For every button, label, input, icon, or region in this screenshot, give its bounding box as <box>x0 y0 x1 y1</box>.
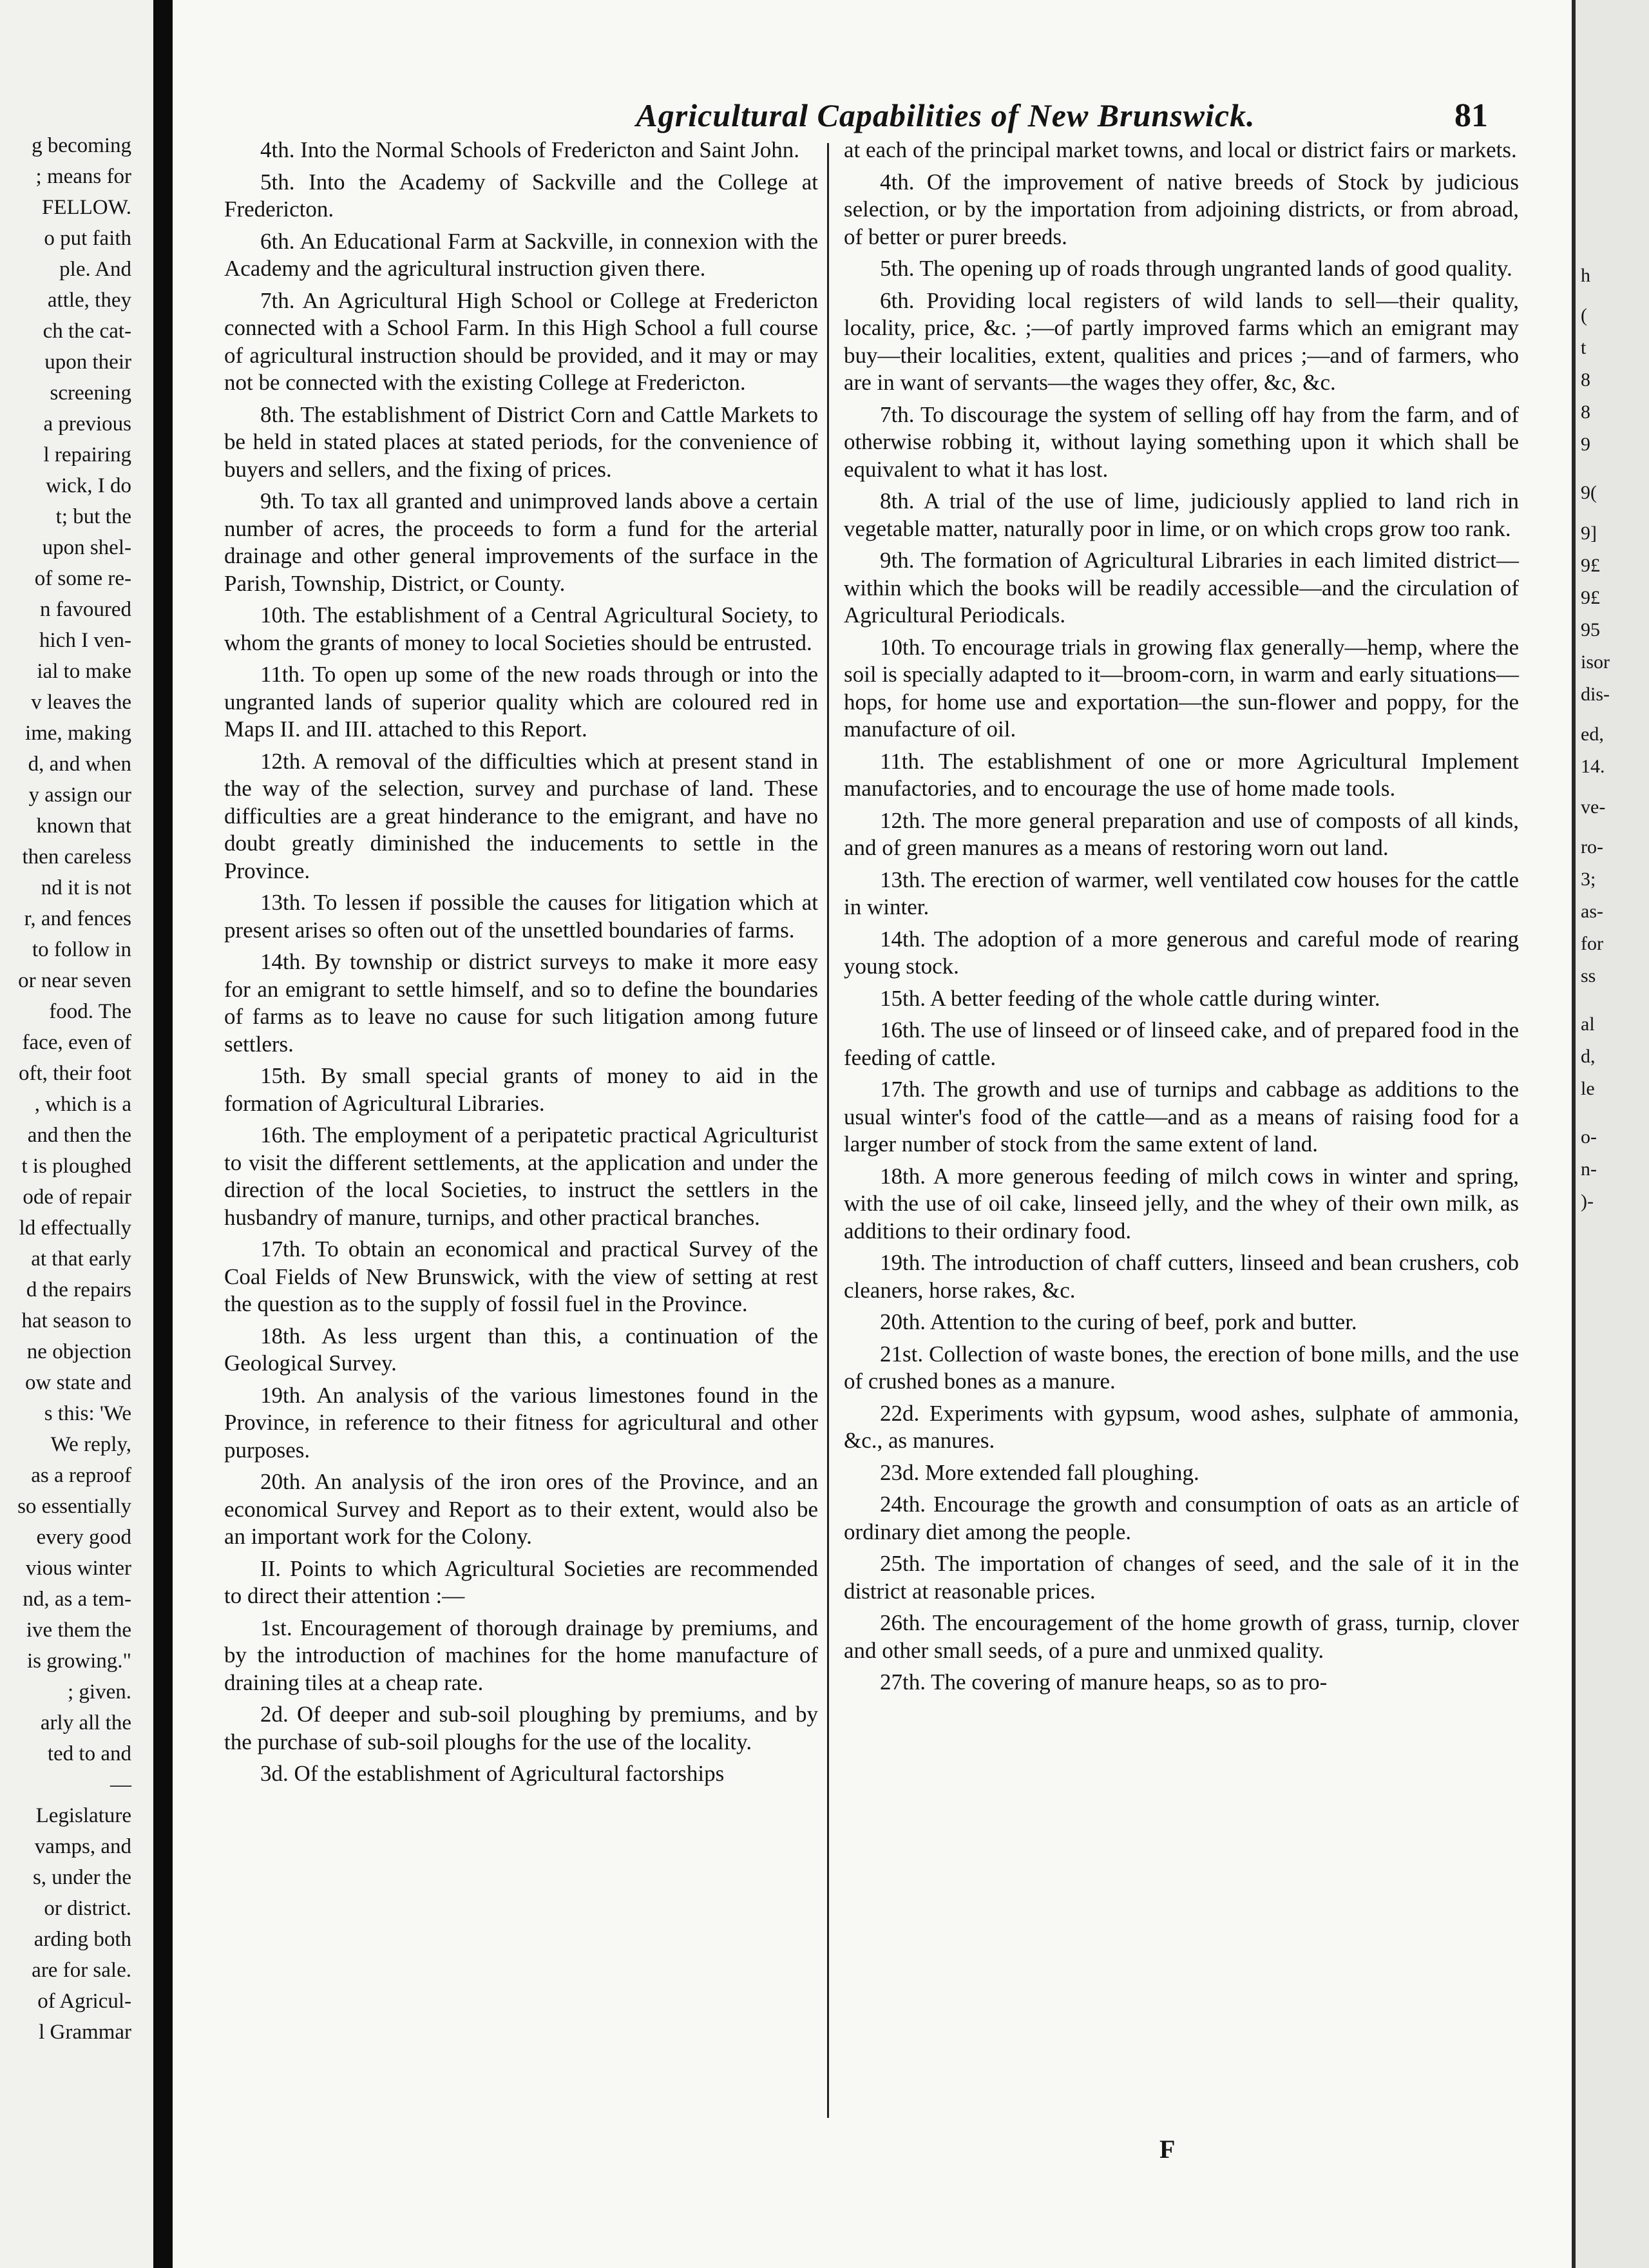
facing-page-line: every good <box>36 1526 131 1549</box>
facing-page-line: arly all the <box>40 1711 131 1735</box>
next-page-line: n- <box>1581 1158 1597 1180</box>
right-column-paragraph: 9th. The formation of Agricultural Libraries in each limited district—within which the books will be readily accessible—and the circulation of Agricultural Periodicals. <box>844 548 1519 628</box>
next-page-line: 9£ <box>1581 554 1600 576</box>
right-column-paragraph: 15th. A better feeding of the whole cattle during winter. <box>880 985 1380 1011</box>
right-column-paragraph: 21st. Collection of waste bones, the erection of bone mills, and the use of crushed bones as a manure. <box>844 1341 1519 1394</box>
left-column-paragraph: 10th. The establishment of a Central Agricultural Society, to whom the grants of money to local Societies should be entrusted. <box>224 602 818 655</box>
facing-page-line: food. The <box>49 1000 131 1023</box>
page-number: 81 <box>1454 97 1488 134</box>
right-column-paragraph: 8th. A trial of the use of lime, judiciously applied to land rich in vegetable matter, naturally poor in lime, or on which crops grow too rank. <box>844 488 1519 541</box>
facing-page-line: s, under the <box>32 1866 131 1889</box>
next-page-line: h <box>1581 264 1590 286</box>
right-column-paragraph: 12th. The more general preparation and use of composts of all kinds, and of green manures as a means of restoring worn out land. <box>844 807 1519 860</box>
facing-page-line: n favoured <box>39 598 131 621</box>
next-page-line: 95 <box>1581 619 1600 640</box>
right-column-paragraph: 16th. The use of linseed or of linseed cake, and of prepared food in the feeding of cattle. <box>844 1017 1519 1070</box>
facing-page-line: ch the cat- <box>43 320 131 343</box>
facing-page-line: or district. <box>44 1897 131 1920</box>
left-column-paragraph: 4th. Into the Normal Schools of Fredericton and Saint John. <box>260 137 799 162</box>
facing-page-line: wick, I do <box>46 474 131 497</box>
right-column-paragraph: 18th. A more generous feeding of milch cows in winter and spring, with the use of oil cake, linseed jelly, and the whey of their own milk, as additions to their ordinary food. <box>844 1163 1519 1244</box>
facing-page-line: hich I ven- <box>39 629 131 652</box>
left-column-paragraph: II. Points to which Agricultural Societies are recommended to direct their attention :— <box>224 1555 818 1608</box>
left-column-paragraph: 19th. An analysis of the various limestones found in the Province, in reference to their fitness for agricultural and other purposes. <box>224 1382 818 1463</box>
facing-page-line: o put faith <box>44 227 131 250</box>
left-column-paragraph: 2d. Of deeper and sub-soil ploughing by premiums, and by the purchase of sub-soil ploughs for the use of the locality. <box>224 1702 818 1754</box>
facing-page-line: FELLOW. <box>41 196 131 219</box>
facing-page-line: ne objection <box>26 1340 131 1363</box>
running-title: Agricultural Capabilities of New Brunswick. <box>636 97 1255 133</box>
facing-page-line: Legislature <box>35 1804 131 1827</box>
next-page-line: )- <box>1581 1191 1594 1212</box>
facing-page-line: upon shel- <box>42 536 131 559</box>
facing-page-line: t; but the <box>55 505 131 528</box>
facing-page-line: r, and fences <box>24 907 131 930</box>
facing-page-line: hat season to <box>21 1309 131 1332</box>
facing-page-line: at that early <box>31 1247 131 1271</box>
left-column-paragraph: 12th. A removal of the difficulties which at present stand in the way of the selection, survey and purchase of land. These difficulties are a great hinderance to the emigrant, and have no doubt greatly diminished the inducements to settle in the Province. <box>224 748 818 883</box>
right-column-paragraph: 17th. The growth and use of turnips and cabbage as additions to the usual winter's food of the cattle—and as a means of raising food for a larger number of stock from the same extent of land. <box>844 1077 1519 1157</box>
facing-page-line: ; means for <box>35 165 131 188</box>
facing-page-line: as a reproof <box>31 1464 131 1487</box>
facing-page-line: oft, their foot <box>18 1062 131 1085</box>
next-page-line: o- <box>1581 1126 1597 1148</box>
facing-page-line: of Agricul- <box>37 1990 131 2013</box>
left-column-paragraph: 16th. The employment of a peripatetic practical Agriculturist to visit the different settlements, at the application and under the direction of the local Societies, to instruct the settlers in the husbandry of manure, turnips, and other practical branches. <box>224 1122 818 1230</box>
facing-page-line: ple. And <box>59 258 131 281</box>
next-page-line: 9( <box>1581 482 1597 503</box>
facing-page-line: vamps, and <box>34 1835 131 1858</box>
next-page-line: 8 <box>1581 401 1590 423</box>
facing-page-line: l repairing <box>43 443 131 466</box>
facing-page-line: is growing." <box>27 1649 131 1673</box>
facing-page-line: ld effectually <box>19 1216 131 1240</box>
next-page-line: isor <box>1581 651 1610 673</box>
facing-page-line: vious winter <box>25 1557 131 1580</box>
right-column-paragraph: 22d. Experiments with gypsum, wood ashes, sulphate of ammonia, &c., as manures. <box>844 1400 1519 1453</box>
next-page-line: 3; <box>1581 869 1596 890</box>
left-column-paragraph: 5th. Into the Academy of Sackville and the College at Fredericton. <box>224 169 818 222</box>
facing-page-line: y assign our <box>28 783 131 807</box>
page-edge <box>1572 0 1576 2268</box>
next-page-line: le <box>1581 1078 1595 1099</box>
signature-mark: F <box>1159 2135 1176 2164</box>
facing-page-line: or near seven <box>18 969 131 992</box>
right-column-paragraph: 19th. The introduction of chaff cutters, linseed and bean crushers, cob cleaners, horse rakes, &c. <box>844 1250 1519 1303</box>
facing-page-line: so essentially <box>17 1495 131 1518</box>
left-column-paragraph: 18th. As less urgent than this, a continuation of the Geological Survey. <box>224 1323 818 1376</box>
next-page-line: ss <box>1581 965 1596 986</box>
left-column-paragraph: 17th. To obtain an economical and practical Survey of the Coal Fields of New Brunswick, with the view of setting at rest the question as to the supply of fossil fuel in the Province. <box>224 1236 818 1316</box>
facing-page-line: to follow in <box>32 938 131 961</box>
right-column-paragraph: 14th. The adoption of a more generous and careful mode of rearing young stock. <box>844 926 1519 979</box>
right-column-paragraph: 20th. Attention to the curing of beef, pork and butter. <box>880 1309 1357 1334</box>
next-page-line: 9£ <box>1581 586 1600 608</box>
right-column-paragraph: 24th. Encourage the growth and consumption of oats as an article of ordinary diet among the people. <box>844 1492 1519 1544</box>
facing-page-line: l Grammar <box>39 2021 131 2044</box>
facing-page-line: s this: 'We <box>44 1402 131 1425</box>
next-page-fragment <box>1572 0 1649 2268</box>
next-page-line: 8 <box>1581 369 1590 390</box>
right-column-paragraph: 23d. More extended fall ploughing. <box>880 1459 1199 1485</box>
facing-page-line: ow state and <box>25 1371 131 1394</box>
next-page-line: as- <box>1581 901 1603 922</box>
right-column-paragraph: 6th. Providing local registers of wild lands to sell—their quality, locality, price, &c. ;—of partly improved farms which an emigrant may buy—their localities, extent, qualities and prices ;—and of farmers, who are in want of servants—the wages they offer, &c, &c. <box>844 287 1519 395</box>
left-column-paragraph: 6th. An Educational Farm at Sackville, in connexion with the Academy and the agricultural instruction given there. <box>224 228 818 281</box>
facing-page-line: known that <box>36 814 131 838</box>
facing-page-line: d, and when <box>28 753 131 776</box>
next-page-line: ro- <box>1581 836 1603 858</box>
facing-page-line: ; given. <box>68 1680 131 1704</box>
facing-page-line: d the repairs <box>26 1278 131 1302</box>
facing-page-line: — <box>110 1773 131 1796</box>
next-page-line: d, <box>1581 1046 1596 1067</box>
next-page-line: 14. <box>1581 756 1605 777</box>
left-column-paragraph: 14th. By township or district surveys to make it more easy for an emigrant to settle himself, and so to define the boundaries of farms as to leave no cause for such litigation among future settlers. <box>224 949 818 1057</box>
facing-page-line: ted to and <box>47 1742 131 1765</box>
facing-page-line: nd, as a tem- <box>23 1588 131 1611</box>
left-column-paragraph: 9th. To tax all granted and unimproved lands above a certain number of acres, the proceeds to form a fund for the arterial drainage and other general improvements of the surface in the Parish, Township, District, or County. <box>224 488 818 596</box>
facing-page-line: g becoming <box>32 134 131 157</box>
right-column-paragraph: 13th. The erection of warmer, well ventilated cow houses for the cattle in winter. <box>844 867 1519 919</box>
right-column <box>844 137 1519 1701</box>
next-page-line: t <box>1581 337 1587 358</box>
book-page <box>173 0 1572 2268</box>
left-column-paragraph: 1st. Encouragement of thorough drainage by premiums, and by the introduction of machines for the home manufacture of draining tiles at a cheap rate. <box>224 1615 818 1695</box>
left-column-paragraph: 13th. To lessen if possible the causes for litigation which at present arises so often out of the unsettled boundaries of farms. <box>224 890 818 943</box>
left-column-paragraph: 15th. By small special grants of money to aid in the formation of Agricultural Libraries. <box>224 1063 818 1116</box>
left-column-paragraph: 3d. Of the establishment of Agricultural factorships <box>260 1761 725 1786</box>
left-column-paragraph: 7th. An Agricultural High School or College at Fredericton connected with a School Farm. In this High School a full course of agricultural instruction should be provided, and it may or may not be connected with the existing College at Fredericton. <box>224 287 818 395</box>
next-page-line: 9 <box>1581 434 1590 455</box>
facing-page-line: face, even of <box>22 1031 131 1054</box>
facing-page-line: We reply, <box>50 1433 131 1456</box>
next-page-line: for <box>1581 933 1603 954</box>
right-column-paragraph: 11th. The establishment of one or more Agricultural Implement manufactories, and to encourage the use of home made tools. <box>844 748 1519 801</box>
right-column-paragraph: 25th. The importation of changes of seed, and the sale of it in the district at reasonable prices. <box>844 1551 1519 1604</box>
facing-page-line: a previous <box>43 412 131 436</box>
left-column-paragraph: 8th. The establishment of District Corn and Cattle Markets to be held in stated places at stated periods, for the convenience of buyers and sellers, and the fixing of prices. <box>224 401 818 482</box>
right-column-paragraph: 4th. Of the improvement of native breeds of Stock by judicious selection, or by the importation from adjoining districts, or from abroad, of better or purer breeds. <box>844 169 1519 249</box>
right-column-paragraph: 26th. The encouragement of the home growth of grass, turnip, clover and other small seeds, of a pure and unmixed quality. <box>844 1610 1519 1663</box>
facing-page-line: ime, making <box>25 722 131 745</box>
facing-page-line: then careless <box>22 845 131 869</box>
next-page-line: ed, <box>1581 724 1604 745</box>
facing-page-line: ial to make <box>37 660 131 683</box>
next-page-line: ve- <box>1581 796 1606 818</box>
facing-page-line: , which is a <box>34 1093 131 1116</box>
next-page-line: 9] <box>1581 522 1597 544</box>
facing-page-line: ive them the <box>26 1619 131 1642</box>
right-column-paragraph: 7th. To discourage the system of selling off hay from the farm, and of otherwise robbing it, without laying something upon it which shall be equivalent to what it has lost. <box>844 401 1519 482</box>
facing-page-line: ode of repair <box>23 1186 131 1209</box>
facing-page-line: nd it is not <box>41 876 131 899</box>
facing-page-line: t is ploughed <box>21 1155 131 1178</box>
facing-page-line: v leaves the <box>31 691 131 714</box>
facing-page-line: are for sale. <box>32 1959 131 1982</box>
book-gutter <box>153 0 173 2268</box>
facing-page-line: of some re- <box>34 567 131 590</box>
right-column-paragraph: 10th. To encourage trials in growing flax generally—hemp, where the soil is specially adapted to it—broom-corn, in warm and early situations—hops, for home use and exportation—the sun-flower and poppy, for the manufacture of oil. <box>844 634 1519 742</box>
left-column <box>224 137 818 1792</box>
facing-page-line: and then the <box>27 1124 131 1147</box>
column-rule <box>827 143 829 2118</box>
right-column-paragraph: 27th. The covering of manure heaps, so as to pro- <box>880 1669 1328 1695</box>
next-page-line: ( <box>1581 305 1587 326</box>
facing-page-line: upon their <box>44 351 131 374</box>
right-column-paragraph: 5th. The opening up of roads through ungranted lands of good quality. <box>880 256 1512 281</box>
facing-page-line: screening <box>50 381 131 405</box>
left-column-paragraph: 11th. To open up some of the new roads through or into the ungranted lands of superior quality which are coloured red in Maps II. and III. attached to this Report. <box>224 662 818 742</box>
facing-page-line: arding both <box>33 1928 131 1951</box>
facing-page-fragment <box>0 0 153 2268</box>
next-page-line: al <box>1581 1014 1595 1035</box>
continued-paragraph: at each of the principal market towns, and local or district fairs or markets. <box>844 137 1517 162</box>
next-page-line: dis- <box>1581 683 1610 705</box>
left-column-paragraph: 20th. An analysis of the iron ores of the Province, and an economical Survey and Report as to their extent, would also be an important work for the Colony. <box>224 1469 818 1549</box>
facing-page-line: attle, they <box>47 289 131 312</box>
